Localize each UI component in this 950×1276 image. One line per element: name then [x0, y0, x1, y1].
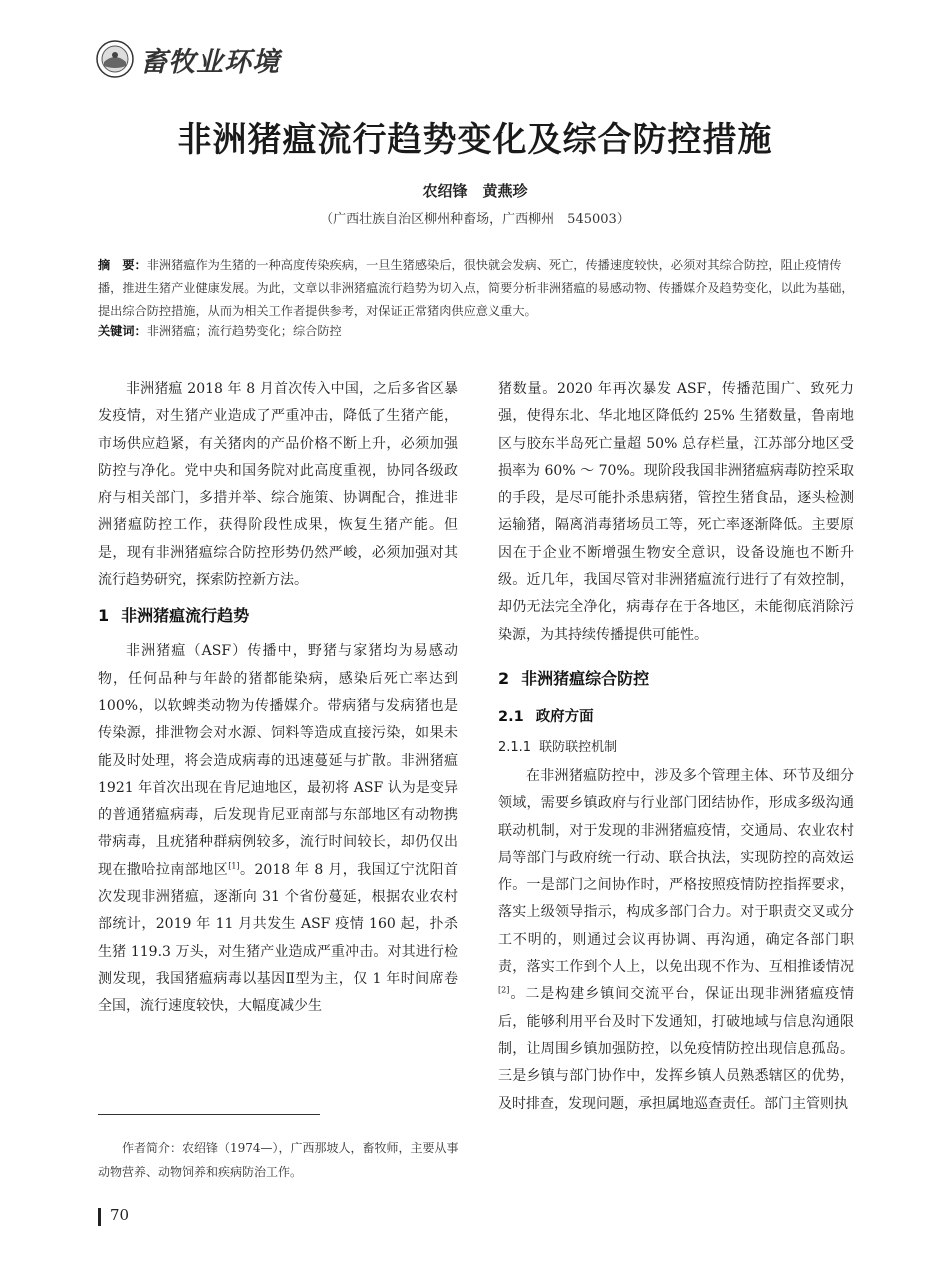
section-2-1-title: 政府方面 — [535, 708, 594, 725]
section-2-number: 2 — [498, 668, 510, 688]
section-2-1-number: 2.1 — [498, 708, 524, 725]
left-column — [98, 376, 458, 1021]
section-2-title: 非洲猪瘟综合防控 — [521, 668, 650, 688]
section-1-text-a: 非洲猪瘟（ASF）传播中，野猪与家猪均为易感动物，任何品种与年龄的猪都能染病，感染后死亡率达到 100%，以软蜱类动物为传播媒介。带病猪与发病猪也是传染源，排泄物会对水源、饲料等造成直接污染，如果未能及时处理，将会造成病毒的迅速蔓延与扩散。非洲猪瘟 1921 年首次出现在肯尼迪地区，最初将 ASF 认为是变异的普通猪瘟病毒，后发现肯尼亚南部与东部地区有动物携带病毒，且疣猪种群病例较多，流行时间较长，却仍仅出现在撒哈拉南部地区 — [98, 643, 458, 878]
article-title: 非洲猪瘟流行趋势变化及综合防控措施 — [177, 120, 773, 160]
journal-seal-icon — [96, 40, 134, 78]
affiliation: （广西壮族自治区柳州种畜场，广西柳州 545003） — [320, 212, 630, 227]
keywords — [98, 320, 858, 342]
section-2-1-1-text-a: 在非洲猪瘟防控中，涉及多个管理主体、环节及细分领域，需要乡镇政府与行业部门团结协作，形成多级沟通联动机制，对于发现的非洲猪瘟疫情，交通局、农业农村局等部门与政府统一行动、联合执法，实现防控的高效运作。一是部门之间协作时，严格按照疫情防控指挥要求，落实上级领导指示，构成多部门合力。对于职责交叉或分工不明的，则通过会议再协调、再沟通，确定各部门职责，落实工作到个人上，以免出现不作为、互相推诿情况 — [498, 767, 854, 976]
abstract-label: 摘 要： — [98, 258, 147, 272]
footnote-rule — [98, 1114, 320, 1115]
page-number: 70 — [110, 1206, 130, 1224]
section-1-paragraph — [98, 638, 458, 1020]
journal-header — [96, 38, 280, 80]
journal-name: 畜牧业环境 — [140, 46, 280, 78]
section-2-1-heading — [498, 701, 854, 733]
abstract — [98, 254, 858, 323]
section-2-heading — [498, 657, 854, 701]
right-column — [498, 376, 854, 1118]
intro-paragraph: 非洲猪瘟 2018 年 8 月首次传入中国，之后多省区暴发疫情，对生猪产业造成了严重冲击，降低了生猪产能，市场供应趋紧，有关猪肉的产品价格不断上升，必须加强防控与净化。党中央和国务院对此高度重视，协同各级政府与相关部门，多措并举、综合施策、协调配合，推进非洲猪瘟防控工作，获得阶段性成果，恢复生猪产能。但是，现有非洲猪瘟综合防控形势仍然严峻，必须加强对其流行趋势研究，探索防控新方法。 — [98, 381, 458, 589]
section-1-continuation: 猪数量。2020 年再次暴发 ASF，传播范围广、致死力强，使得东北、华北地区降低约 25% 生猪数量，鲁南地区与胶东半岛死亡量超 50% 总存栏量，江苏部分地区受损率为 60% ～ 70%。现阶段我国非洲猪瘟病毒防控采取的手段，是尽可能扑杀患病猪，管控生猪食品，逐头检测运输猪，隔离消毒猪场员工等，死亡率逐渐降低。主要原因在于企业不断增强生物安全意识，设备设施也不断升级。近几年，我国尽管对非洲猪瘟流行进行了有效控制，却仍无法完全净化，病毒存在于各地区，未能彻底消除污染源，为其持续传播提供可能性。 — [498, 381, 854, 643]
section-1-title: 非洲猪瘟流行趋势 — [121, 606, 250, 626]
author-footnote: 作者简介：农绍锋（1974—），广西那坡人，畜牧师，主要从事动物营养、动物饲养和疾病防治工作。 — [98, 1141, 459, 1179]
section-2-1-1-heading — [498, 733, 854, 763]
keywords-label: 关键词： — [98, 324, 147, 338]
section-1-heading — [98, 594, 458, 638]
section-2-1-1-text-b: 。二是构建乡镇间交流平台，保证出现非洲猪瘟疫情后，能够利用平台及时下发通知，打破地域与信息沟通限制，让周围乡镇加强防控，以免疫情防控出现信息孤岛。三是乡镇与部门协作中，发挥乡镇人员熟悉辖区的优势，及时排查，发现问题，承担属地巡查责任。部门主管则执 — [498, 986, 854, 1112]
section-2-1-1-number: 2.1.1 — [498, 739, 532, 755]
section-2-1-1-paragraph — [498, 763, 854, 1118]
citation-1: [1] — [228, 861, 240, 871]
section-1-number: 1 — [98, 606, 110, 626]
authors: 农绍锋 黄燕珍 — [422, 182, 528, 200]
keywords-text: 非洲猪瘟；流行趋势变化；综合防控 — [146, 324, 342, 338]
section-1-text-b: 。2018 年 8 月，我国辽宁沈阳首次发现非洲猪瘟，逐渐向 31 个省份蔓延，根据农业农村部统计，2019 年 11 月共发生 ASF 疫情 160 起，扑杀生猪 119.3 万头，对生猪产业造成严重冲击。对其进行检测发现，我国猪瘟病毒以基因Ⅱ型为主，仅 1 年时间席卷全国，流行速度较快，大幅度减少生 — [98, 861, 459, 1015]
page-number-bar — [98, 1208, 101, 1226]
section-2-1-1-title: 联防联控机制 — [539, 739, 618, 755]
abstract-text: 非洲猪瘟作为生猪的一种高度传染疾病，一旦生猪感染后，很快就会发病、死亡，传播速度较快，必须对其综合防控，阻止疫情传播，推进生猪产业健康发展。为此，文章以非洲猪瘟流行趋势为切入点，简要分析非洲猪瘟的易感动物、传播媒介及趋势变化，以此为基础，提出综合防控措施，从而为相关工作者提供参考，对保证正常猪肉供应意义重大。 — [98, 258, 854, 318]
citation-2: [2] — [498, 985, 510, 995]
